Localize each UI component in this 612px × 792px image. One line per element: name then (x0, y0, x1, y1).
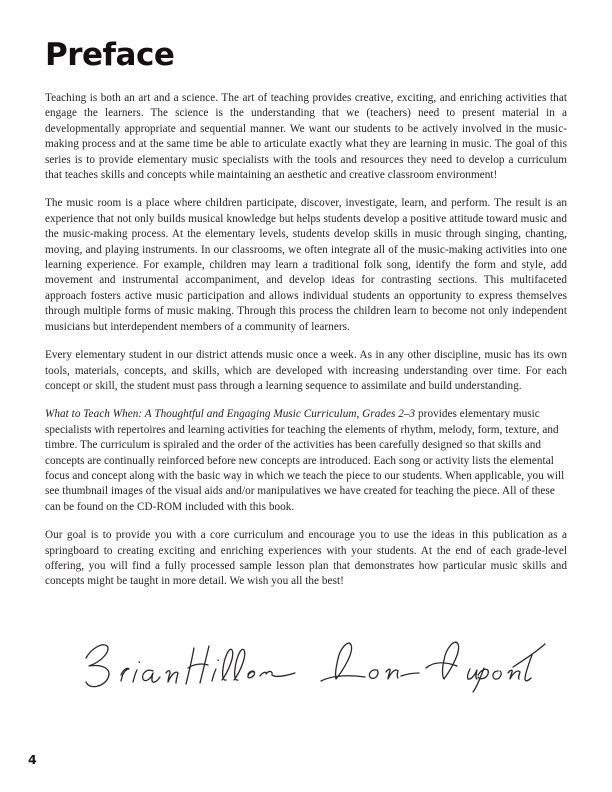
paragraph-book-description-text: provides elementary music specialists with repertoires and learning activities for teaching the elements of rhythm, melody, form, texture, and timbre. The curriculum is spiraled and the order of the activities has been carefully designed so that skills and concepts are continually reinforced before new concepts are introduced. Each song or activity lists the elemental focus and concept along with the basic way in which we teach the piece to our students. When applicable, you will see thumbnail images of the visual aids and/or manipulatives we have created for teaching the piece. All of these can be found on the CD-ROM included with this book. (45, 408, 565, 513)
paragraph-weekly-music: Every elementary student in our district attends music once a week. As in any other discipline, music has its own tools, materials, concepts, and skills, which are developed with increasing understanding over time. For each concept or skill, the student must pass through a learning sequence to assimilate and build understanding. (45, 349, 567, 392)
paragraph-teaching-art-science: Teaching is both an art and a science. The art of teaching provides creative, exciting, and enriching activities that engage the learners. The science is the understanding that we (teachers) need to present material in a developmentally appropriate and sequential manner. We want our students to be actively involved in the music-making process and at the same time be able to articulate exactly what they are learning in music. The goal of this series is to provide elementary music specialists with the tools and resources they need to develop a curriculum that teaches skills and concepts while maintaining an aesthetic and creative classroom environment! (45, 92, 567, 182)
paragraph-music-room: The music room is a place where children participate, discover, investigate, learn, and perform. The result is an experience that not only builds musical knowledge but helps students develop a positive attitude toward music and the music-making process. At the elementary levels, students develop skills in music through singing, chanting, moving, and playing instruments. In our classrooms, we often integrate all of the music-making activities into one learning experience. For example, children may learn a traditional folk song, identify the form and style, add movement and instrumental accompaniment, and develop ideas for contrasting sections. This multifaceted approach fosters active music participation and allows individual students an opportunity to express themselves through multiple forms of music making. Through this process the children learn to become not only independent musicians but interdependent members of a community of learners. (45, 197, 567, 333)
page-number: 4 (28, 752, 37, 767)
signature-brian-hiller (77, 638, 297, 696)
signature-don-dupont (319, 634, 547, 694)
paragraph-book-description (45, 407, 567, 515)
paragraph-our-goal: Our goal is to provide you with a core curriculum and encourage you to use the ideas in this publication as a springboard to creating exciting and enriching experiences with your students. At the end of each grade-level offering, you will find a fully processed sample lesson plan that demonstrates how particular music skills and concepts might be taught in more detail. We wish you all the best! (45, 529, 567, 588)
signatures-row (45, 638, 567, 696)
page-title: Preface (45, 37, 175, 73)
book-title-italic: What to Teach When: A Thoughtful and Engaging Music Curriculum, Grades 2–3 (45, 408, 416, 421)
